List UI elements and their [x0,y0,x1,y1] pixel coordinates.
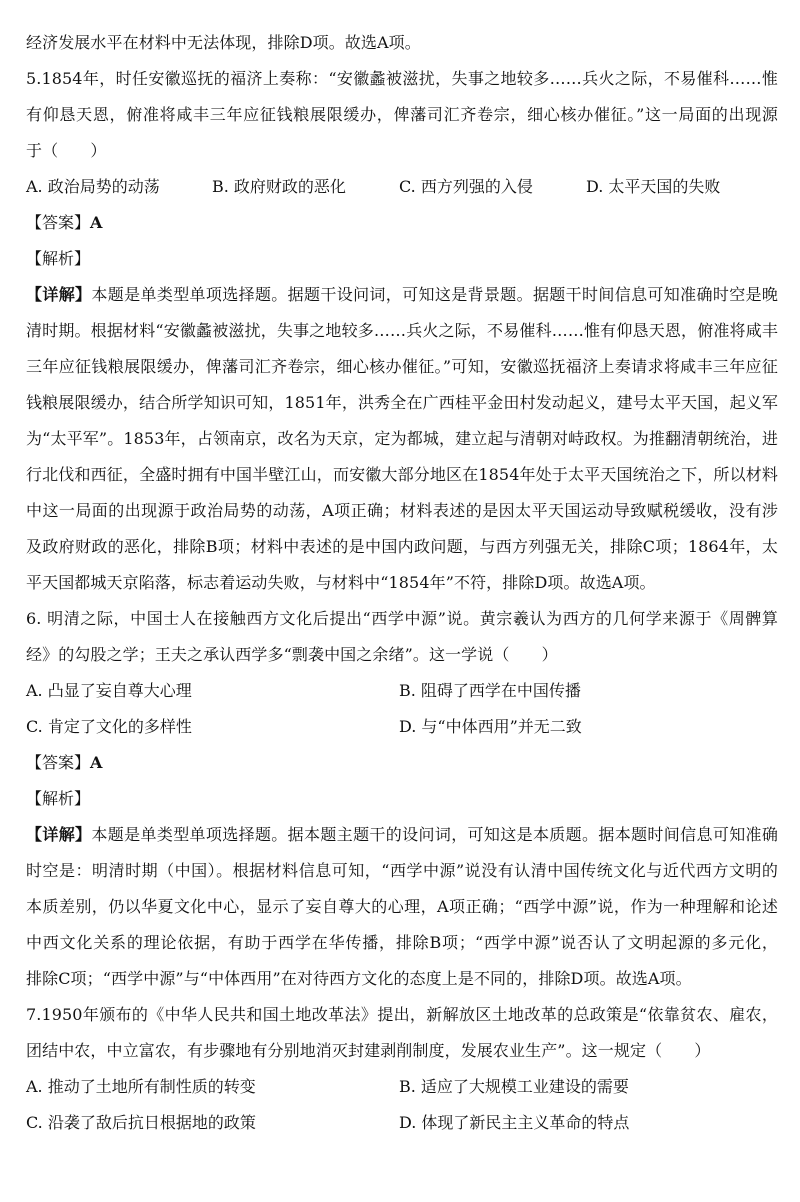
question-7-option-b: B. 适应了大规模工业建设的需要 [399,1077,629,1096]
detail-label: 【详解】 [26,285,92,304]
question-7-option-c: C. 沿袭了敌后抗日根据地的政策 [26,1113,256,1132]
answer-value: A [90,753,103,772]
question-6-stem-line-2: 经》的勾股之学；王夫之承认西学多“剽袭中国之余绪”。这一学说（ ） [26,645,558,664]
question-6-explanation-line-2: 时空是：明清时期（中国）。根据材料信息可知，“西学中源”说没有认清中国传统文化与近代西方文明的 [26,861,778,880]
detail-label: 【详解】 [26,825,92,844]
question-5-explanation-line-6: 行北伐和西征，全盛时拥有中国半壁江山，而安徽大部分地区在1854年处于太平天国统治之下，所以材料 [26,465,778,484]
question-7-stem-line-1: 7.1950年颁布的《中华人民共和国土地改革法》提出，新解放区土地改革的总政策是“依靠贫农、雇农， [26,1005,778,1024]
question-5-stem-line-3: 于（ ） [26,141,107,160]
question-7-stem-line-2: 团结中农，中立富农，有步骤地有分别地消灭封建剥削制度，发展农业生产”。这一规定（ ） [26,1041,711,1060]
question-6-analysis-label: 【解析】 [26,789,91,808]
question-5-explanation-line-1 [26,283,778,307]
question-5-explanation-line-4: 钱粮展限缓办，结合所学知识可知，1851年，洪秀全在广西桂平金田村发动起义，建号太平天国，起义军 [26,393,778,412]
question-5-explanation-line-7: 中这一局面的出现源于政治局势的动荡，A项正确；材料表述的是因太平天国运动导致赋税缓收，没有涉 [26,501,778,520]
question-6-explanation-line-3: 本质差别，仍以华夏文化中心，显示了妄自尊大的心理，A项正确；“西学中源”说，作为一种理解和论述 [26,897,778,916]
question-5-option-b: B. 政府财政的恶化 [212,177,346,196]
question-6-explanation-line-1 [26,823,778,847]
question-5-explanation-line-8: 及政府财政的恶化，排除B项；材料中表述的是中国内政问题，与西方列强无关，排除C项；1864年，太 [26,537,778,556]
question-5-option-c: C. 西方列强的入侵 [399,177,533,196]
question-6-explanation-line-5: 排除C项；“西学中源”与“中体西用”在对待西方文化的态度上是不同的，排除D项。故选A项。 [26,969,692,988]
answer-label: 【答案】 [26,753,91,772]
answer-label: 【答案】 [26,213,91,232]
question-7-option-a: A. 推动了土地所有制性质的转变 [26,1077,256,1096]
question-6-option-a: A. 凸显了妄自尊大心理 [26,681,192,700]
answer-value: A [90,213,103,232]
question-6-answer [26,751,102,775]
question-5-analysis-label: 【解析】 [26,249,91,268]
question-6-option-b: B. 阻碍了西学在中国传播 [399,681,581,700]
question-5-explanation-line-9: 平天国都城天京陷落，标志着运动失败，与材料中“1854年”不符，排除D项。故选A项。 [26,573,656,592]
question-6-explanation-line-4: 中西文化关系的理论依据，有助于西学在华传播，排除B项；“西学中源”说否认了文明起源的多元化， [26,933,778,952]
question-5-explanation-line-5: 为“太平军”。1853年，占领南京，改名为天京，定为都城，建立起与清朝对峙政权。为推翻清朝统治，进 [26,429,778,448]
question-5-option-a: A. 政治局势的动荡 [26,177,160,196]
question-6-stem-line-1: 6. 明清之际，中国士人在接触西方文化后提出“西学中源”说。黄宗羲认为西方的几何学来源于《周髀算 [26,609,778,628]
question-5-stem-line-1: 5.1854年，时任安徽巡抚的福济上奏称：“安徽蠡被滋扰，失事之地较多……兵火之际，不易催科……惟 [26,69,778,88]
question-5-answer [26,211,102,235]
text-line: 经济发展水平在材料中无法体现，排除D项。故选A项。 [26,33,421,52]
detail-text: 本题是单类型单项选择题。据题干设问词，可知这是背景题。据题干时间信息可知准确时空是晚 [91,285,778,304]
question-6-option-d: D. 与“中体西用”并无二致 [399,717,582,736]
question-5-option-d: D. 太平天国的失败 [586,177,721,196]
question-7-option-d: D. 体现了新民主主义革命的特点 [399,1113,630,1132]
question-5-explanation-line-2: 清时期。根据材料“安徽蠡被滋扰，失事之地较多……兵火之际，不易催科……惟有仰恳天恩，俯准将咸丰 [26,321,778,340]
question-5-stem-line-2: 有仰恳天恩，俯准将咸丰三年应征钱粮展限缓办，俾藩司汇齐卷宗，细心核办催征。”这一局面的出现源 [26,105,778,124]
detail-text: 本题是单类型单项选择题。据本题主题干的设问词，可知这是本质题。据本题时间信息可知准确 [91,825,778,844]
question-5-explanation-line-3: 三年应征钱粮展限缓办，俾藩司汇齐卷宗，细心核办催征。”可知，安徽巡抚福济上奏请求将咸丰三年应征 [26,357,778,376]
question-6-option-c: C. 肯定了文化的多样性 [26,717,192,736]
